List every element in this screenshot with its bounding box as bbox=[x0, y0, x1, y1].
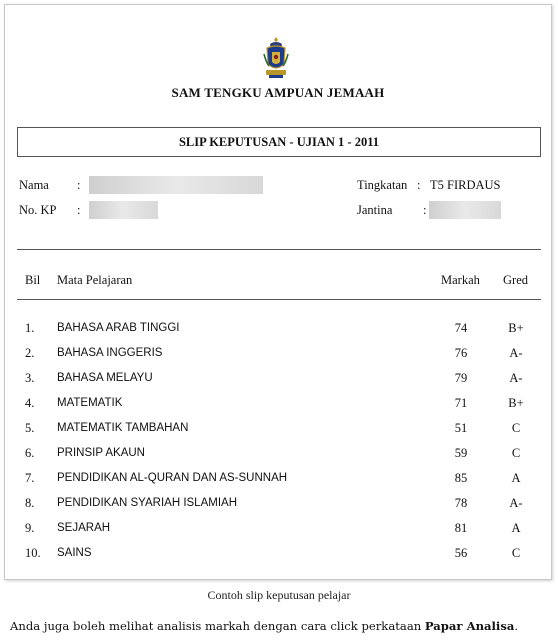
row-subject: BAHASA MELAYU bbox=[57, 372, 153, 384]
jantina-colon: : bbox=[423, 203, 427, 217]
ic-number-redacted bbox=[89, 201, 158, 219]
row-subject: MATEMATIK TAMBAHAN bbox=[57, 422, 189, 434]
row-markah: 59 bbox=[454, 446, 468, 460]
footer-period: . bbox=[514, 619, 519, 633]
row-subject: MATEMATIK bbox=[57, 397, 123, 409]
row-bil: 4. bbox=[25, 396, 35, 410]
jantina-label: Jantina bbox=[357, 203, 393, 217]
tingkatan-value: T5 FIRDAUS bbox=[430, 178, 501, 192]
header-subject: Mata Pelajaran bbox=[57, 273, 133, 287]
row-subject: SEJARAH bbox=[57, 522, 111, 534]
row-markah: 71 bbox=[454, 396, 468, 410]
school-crest-icon bbox=[263, 36, 289, 80]
papar-analisa-link[interactable]: Papar Analisa bbox=[424, 619, 515, 633]
row-markah: 79 bbox=[454, 371, 468, 385]
row-markah: 56 bbox=[454, 546, 468, 560]
row-gred: B+ bbox=[508, 396, 524, 410]
header-markah: Markah bbox=[441, 273, 480, 287]
row-bil: 10. bbox=[25, 546, 41, 560]
footer-text bbox=[10, 619, 555, 633]
row-gred: C bbox=[511, 446, 521, 460]
tingkatan-colon: : bbox=[417, 178, 421, 192]
row-subject: PENDIDIKAN SYARIAH ISLAMIAH bbox=[57, 497, 237, 509]
row-subject: PRINSIP AKAUN bbox=[57, 447, 145, 459]
row-subject: BAHASA ARAB TINGGI bbox=[57, 322, 180, 334]
row-gred: A- bbox=[509, 346, 523, 360]
row-markah: 76 bbox=[454, 346, 468, 360]
row-bil: 1. bbox=[25, 321, 35, 335]
row-subject: BAHASA INGGERIS bbox=[57, 347, 163, 359]
row-gred: C bbox=[511, 546, 521, 560]
footer-sentence: Anda juga boleh melihat analisis markah dengan cara click perkataan bbox=[10, 619, 425, 633]
header-gred: Gred bbox=[503, 273, 528, 287]
row-gred: A bbox=[511, 521, 521, 535]
slip-title: SLIP KEPUTUSAN - UJIAN 1 - 2011 bbox=[17, 127, 541, 157]
row-gred: C bbox=[511, 421, 521, 435]
name-redacted bbox=[89, 176, 263, 194]
row-markah: 81 bbox=[454, 521, 468, 535]
row-subject: PENDIDIKAN AL-QURAN DAN AS-SUNNAH bbox=[57, 472, 288, 484]
table-top-rule bbox=[17, 249, 541, 250]
table-header-rule bbox=[17, 299, 541, 300]
row-bil: 2. bbox=[25, 346, 35, 360]
row-bil: 8. bbox=[25, 496, 35, 510]
row-bil: 5. bbox=[25, 421, 35, 435]
row-subject: SAINS bbox=[57, 547, 92, 559]
row-gred: A bbox=[511, 471, 521, 485]
row-gred: A- bbox=[509, 371, 523, 385]
school-name: SAM TENGKU AMPUAN JEMAAH bbox=[171, 85, 385, 100]
row-bil: 3. bbox=[25, 371, 35, 385]
image-caption: Contoh slip keputusan pelajar bbox=[207, 588, 351, 602]
row-markah: 51 bbox=[454, 421, 468, 435]
header-bil: Bil bbox=[25, 273, 41, 287]
row-gred: B+ bbox=[508, 321, 524, 335]
tingkatan-label: Tingkatan bbox=[357, 178, 408, 192]
row-markah: 74 bbox=[454, 321, 468, 335]
ic-number-colon: : bbox=[77, 203, 81, 217]
row-bil: 7. bbox=[25, 471, 35, 485]
result-slip bbox=[4, 4, 552, 580]
row-bil: 6. bbox=[25, 446, 35, 460]
ic-number-label: No. KP bbox=[19, 203, 57, 217]
row-bil: 9. bbox=[25, 521, 35, 535]
row-markah: 85 bbox=[454, 471, 468, 485]
name-colon: : bbox=[77, 178, 81, 192]
row-markah: 78 bbox=[454, 496, 468, 510]
name-label: Nama bbox=[19, 178, 49, 192]
row-gred: A- bbox=[509, 496, 523, 510]
jantina-redacted bbox=[429, 201, 501, 219]
